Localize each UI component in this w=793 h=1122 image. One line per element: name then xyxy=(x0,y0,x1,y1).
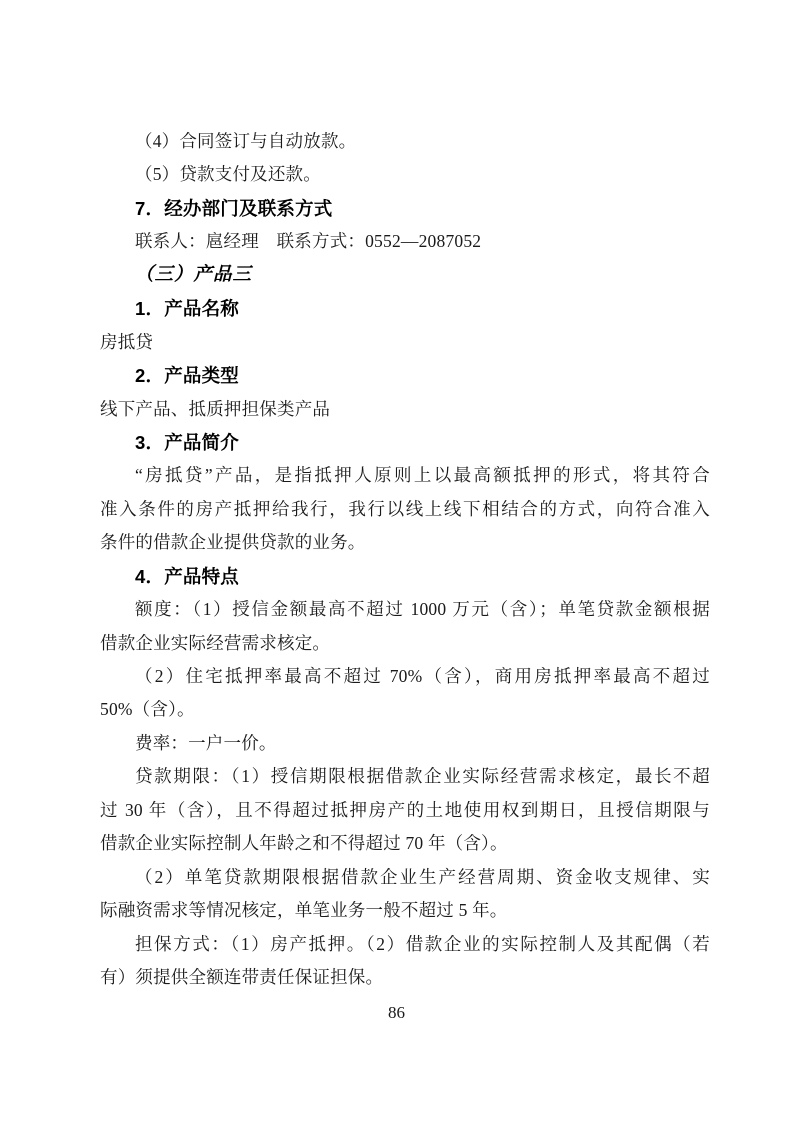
text-line: 过 30 年（含），且不得超过抵押房产的土地使用权到期日，且授信期限与 xyxy=(100,799,710,820)
heading-line: 3．产品简介 xyxy=(135,431,239,453)
text-line: “房抵贷”产品，是指抵押人原则上以最高额抵押的形式，将其符合 xyxy=(135,465,710,486)
text-line: 际融资需求等情况核定，单笔业务一般不超过 5 年。 xyxy=(100,900,508,921)
text-line: 贷款期限：（1）授信期限根据借款企业实际经营需求核定，最长不超 xyxy=(135,766,710,787)
text-line: （5）贷款支付及还款。 xyxy=(135,164,321,185)
text-line: 准入条件的房产抵押给我行，我行以线上线下相结合的方式，向符合准入 xyxy=(100,498,710,519)
heading-line: （三）产品三 xyxy=(135,264,253,285)
text-line: 借款企业实际经营需求核定。 xyxy=(100,632,331,653)
text-line: （4）合同签订与自动放款。 xyxy=(135,131,357,151)
text-line: 有）须提供全额连带责任保证担保。 xyxy=(100,966,384,987)
text-line: 线下产品、抵质押担保类产品 xyxy=(100,398,331,419)
heading-line: 4．产品特点 xyxy=(135,565,239,587)
heading-line: 2．产品类型 xyxy=(135,365,239,387)
heading-line: 7．经办部门及联系方式 xyxy=(135,197,333,219)
text-line: 额度：（1）授信金额最高不超过 1000 万元（含）；单笔贷款金额根据 xyxy=(135,599,710,620)
text-line: （2）单笔贷款期限根据借款企业生产经营周期、资金收支规律、实 xyxy=(135,866,710,887)
text-line: 50%（含）。 xyxy=(100,699,195,720)
page-number: 86 xyxy=(388,1003,405,1022)
text-line: 房抵贷 xyxy=(100,331,154,352)
text-line: 担保方式：（1）房产抵押。（2）借款企业的实际控制人及其配偶（若 xyxy=(135,933,710,954)
text-line: 借款企业实际控制人年龄之和不得超过 70 年（含）。 xyxy=(100,833,508,854)
text-line: 联系人：扈经理 联系方式：0552—2087052 xyxy=(135,231,482,252)
text-line: 费率：一户一价。 xyxy=(135,732,277,753)
text-line: 条件的借款企业提供贷款的业务。 xyxy=(100,532,366,553)
document-body xyxy=(100,125,710,994)
heading-line: 1．产品名称 xyxy=(135,298,239,320)
text-line: （2）住宅抵押率最高不超过 70%（含），商用房抵押率最高不超过 xyxy=(135,666,710,686)
